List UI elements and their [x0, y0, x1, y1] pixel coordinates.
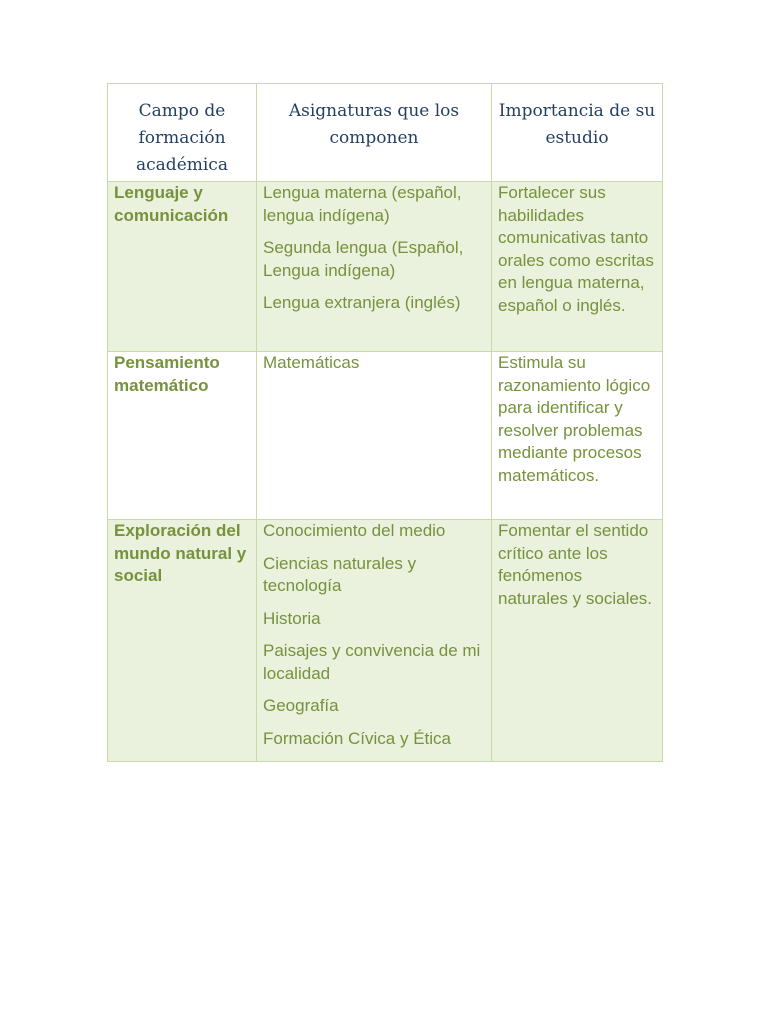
subjects-cell — [257, 520, 492, 762]
field-cell: Lenguaje y comunicación — [108, 182, 257, 352]
subject-item: Lengua materna (español, lengua indígena) — [263, 183, 462, 225]
subjects-cell — [257, 352, 492, 520]
header-field: Campo de formación académica — [108, 84, 257, 182]
field-cell: Pensamiento matemático — [108, 352, 257, 520]
subject-item: Geografía — [263, 696, 339, 715]
subject-item: Segunda lengua (Español, Lengua indígena) — [263, 238, 464, 280]
table-row-exploracion — [108, 520, 663, 762]
subject-item: Conocimiento del medio — [263, 521, 446, 540]
subject-item: Historia — [263, 608, 321, 628]
importance-cell: Fortalecer sus habilidades comunicativas tanto orales como escritas en lengua materna, español o inglés. — [492, 182, 663, 352]
header-importance: Importancia de su estudio — [492, 84, 663, 182]
table-row-pensamiento — [108, 352, 663, 520]
table-row-lenguaje — [108, 182, 663, 352]
subjects-cell — [257, 182, 492, 352]
importance-cell: Estimula su razonamiento lógico para identificar y resolver problemas mediante procesos matemáticos. — [492, 352, 663, 520]
subject-item: Paisajes y convivencia de mi localidad — [263, 641, 481, 683]
subject-item: Matemáticas — [263, 353, 360, 372]
curriculum-table — [107, 83, 663, 762]
header-subjects: Asignaturas que los componen — [257, 84, 492, 182]
subject-item: Formación Cívica y Ética — [263, 728, 451, 748]
importance-cell: Fomentar el sentido crítico ante los fenómenos naturales y sociales. — [492, 520, 663, 762]
subject-item: Lengua extranjera (inglés) — [263, 293, 461, 312]
subject-item: Ciencias naturales y tecnología — [263, 553, 417, 595]
header-row — [108, 84, 663, 182]
field-cell: Exploración del mundo natural y social — [108, 520, 257, 762]
